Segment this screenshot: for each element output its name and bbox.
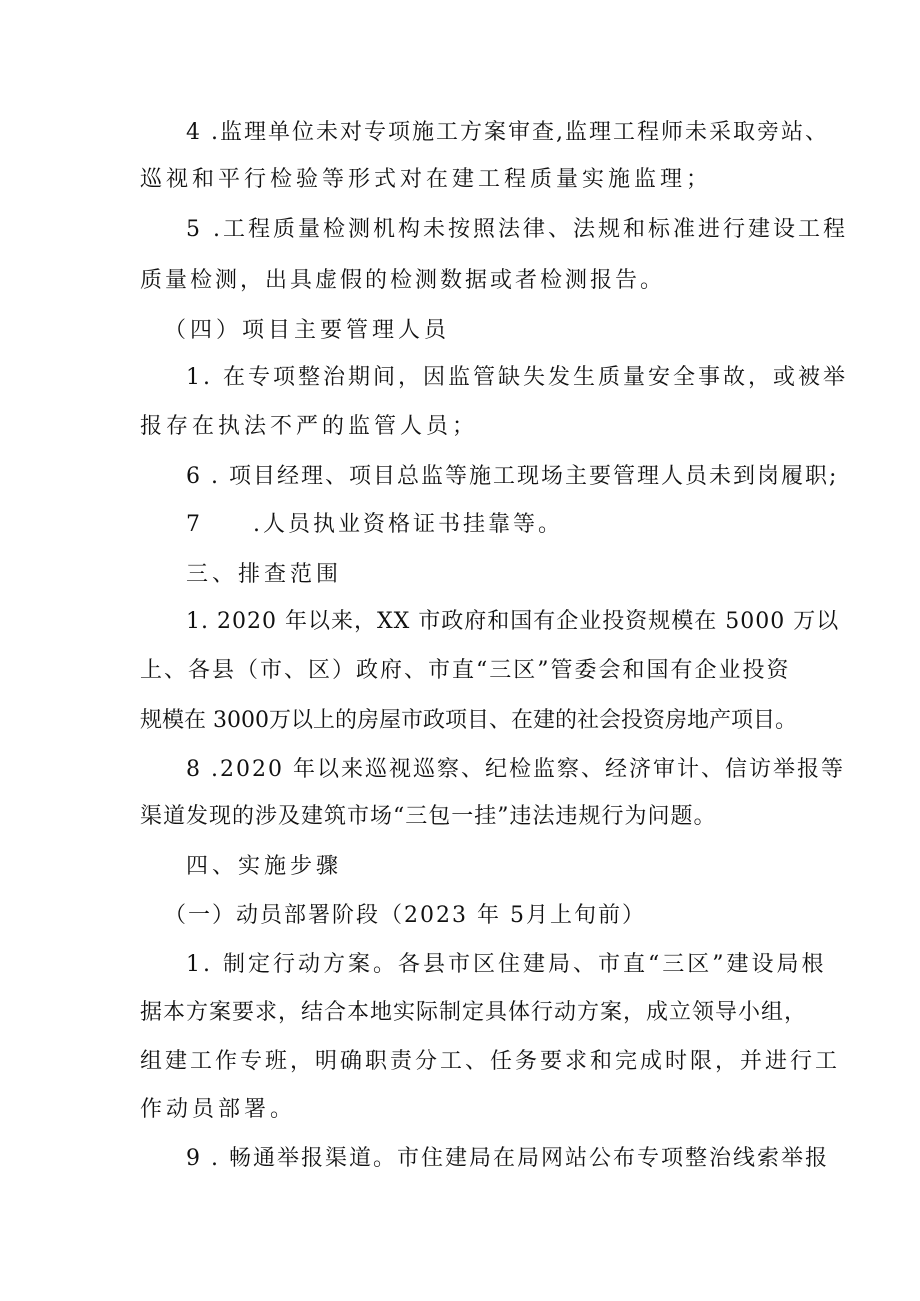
step-1-line-3: 组建工作专班，明确职责分工、任务要求和完成时限，并进行工 bbox=[140, 1049, 841, 1074]
item-5-line-2: 质量检测，出具虚假的检测数据或者检测报告。 bbox=[140, 268, 666, 293]
scope-item-1-line-2: 上、各县（市、区）政府、市直“三区”管委会和国有企业投资 bbox=[140, 658, 791, 683]
scope-item-8-line-1: 8 .2020 年以来巡视巡察、纪检监察、经济审计、信访举报等 bbox=[186, 757, 845, 782]
phase-1-heading: （一）动员部署阶段（2023 年 5月上旬前） bbox=[164, 903, 646, 928]
section-four-heading: 四、实施步骤 bbox=[186, 854, 343, 879]
step-1-line-2: 据本方案要求，结合本地实际制定具体行动方案，成立领导小组， bbox=[140, 1000, 808, 1025]
item-1-line-1: 1. 在专项整治期间，因监管缺失发生质量安全事故，或被举 bbox=[186, 365, 848, 390]
scope-item-1-line-3: 规模在 3000万以上的房屋市政项目、在建的社会投资房地产项目。 bbox=[140, 708, 797, 733]
item-4-line-1: 4 .监理单位未对专项施工方案审查,监理工程师未采取旁站、 bbox=[186, 120, 829, 145]
section-4-heading: （四）项目主要管理人员 bbox=[164, 318, 451, 343]
scope-item-1-line-1: 1. 2020 年以来，XX 市政府和国有企业投资规模在 5000 万以 bbox=[186, 609, 840, 634]
item-6-line: 6 . 项目经理、项目总监等施工现场主要管理人员未到岗履职; bbox=[186, 464, 839, 489]
item-7-line: 7 .人员执业资格证书挂靠等。 bbox=[186, 512, 563, 537]
step-1-line-1: 1. 制定行动方案。各县市区住建局、市直“三区”建设局根 bbox=[186, 952, 827, 977]
scope-item-8-line-2: 渠道发现的涉及建筑市场“三包一挂”违法违规行为问题。 bbox=[140, 804, 717, 829]
section-three-heading: 三、排查范围 bbox=[186, 562, 343, 587]
item-5-line-1: 5 .工程质量检测机构未按照法律、法规和标准进行建设工程 bbox=[186, 217, 848, 242]
item-4-line-2: 巡视和平行检验等形式对在建工程质量实施监理； bbox=[140, 167, 713, 192]
item-1-line-2: 报存在执法不严的监管人员； bbox=[140, 414, 479, 439]
step-9-line: 9 . 畅通举报渠道。市住建局在局网站公布专项整治线索举报 bbox=[186, 1146, 829, 1171]
step-1-line-4: 作动员部署。 bbox=[140, 1097, 297, 1122]
